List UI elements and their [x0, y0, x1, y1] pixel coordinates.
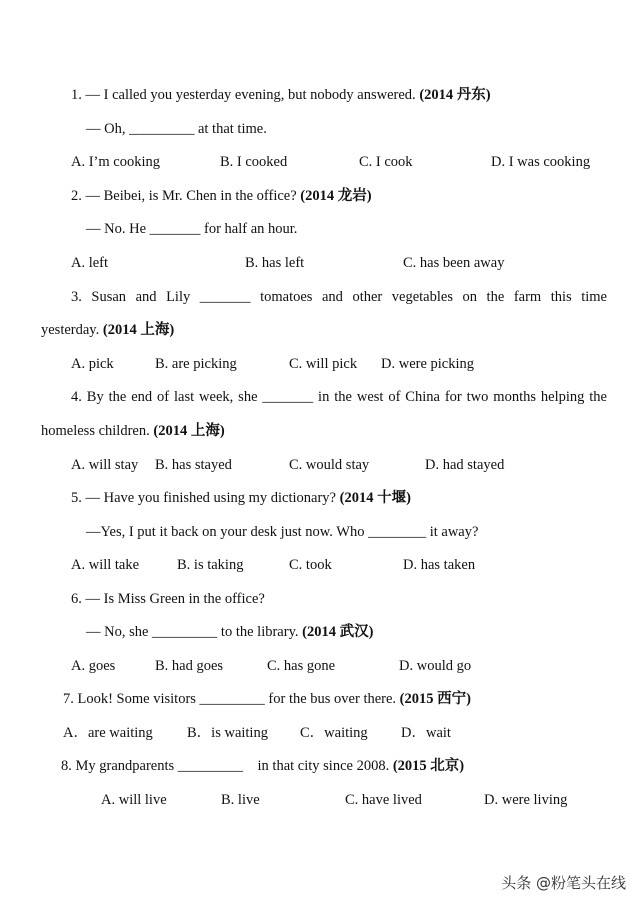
question-8-source: (2015 北京) [392, 758, 465, 774]
question-5-option-c[interactable]: C. took [289, 557, 332, 573]
question-8-option-b[interactable]: B. live [221, 792, 260, 808]
question-6-option-c[interactable]: C. has gone [267, 658, 336, 674]
question-1-option-c[interactable]: C. I cook [359, 154, 413, 170]
question-6-option-a[interactable]: A. goes [71, 658, 116, 674]
question-4-option-c[interactable]: C. would stay [289, 457, 370, 473]
question-1-source: (2014 丹东) [419, 87, 491, 103]
question-3-source: (2014 上海) [102, 322, 175, 338]
question-3-option-b[interactable]: B. are picking [155, 356, 237, 372]
question-4-stem-line-2 [41, 422, 225, 440]
question-3-option-a[interactable]: A. pick [71, 356, 114, 372]
question-6-option-b[interactable]: B. had goes [155, 658, 224, 674]
question-7-text: 7. Look! Some visitors _________ for the bus over there. [63, 691, 400, 707]
question-8-option-d[interactable]: D. were living [484, 792, 568, 808]
question-3-stem-line-2 [41, 321, 174, 339]
question-5-option-a[interactable]: A. will take [71, 557, 140, 573]
question-5-text: 5. — Have you finished using my dictionary? [71, 490, 340, 506]
question-8-stem [61, 757, 464, 775]
question-4-option-b[interactable]: B. has stayed [155, 457, 232, 473]
question-5-reply: —Yes, I put it back on your desk just now. Who ________ it away? [86, 524, 479, 540]
question-3-text: yesterday. [41, 322, 103, 338]
question-4-option-a[interactable]: A. will stay [71, 457, 139, 473]
question-2-reply: — No. He _______ for half an hour. [86, 221, 298, 237]
question-7-stem [63, 690, 471, 708]
question-2-option-c[interactable]: C. has been away [403, 255, 505, 271]
question-5-option-d[interactable]: D. has taken [403, 557, 476, 573]
question-5-source: (2014 十堰) [339, 490, 411, 506]
question-1-text: 1. — I called you yesterday evening, but nobody answered. [71, 87, 420, 103]
question-6-option-d[interactable]: D. would go [399, 658, 472, 674]
question-6-stem: 6. — Is Miss Green in the office? [71, 591, 265, 607]
question-1-stem [71, 86, 491, 104]
question-5-option-b[interactable]: B. is taking [177, 557, 244, 573]
question-3-option-d[interactable]: D. were picking [381, 356, 475, 372]
question-3-option-c[interactable]: C. will pick [289, 356, 358, 372]
question-6-reply [86, 623, 373, 641]
question-4-text: homeless children. [41, 423, 154, 439]
question-8-option-a[interactable]: A. will live [101, 792, 167, 808]
question-8-option-c[interactable]: C. have lived [345, 792, 422, 808]
question-7-option-b[interactable]: B．is waiting [187, 725, 268, 741]
question-7-option-c[interactable]: C．waiting [300, 725, 368, 741]
question-2-option-a[interactable]: A. left [71, 255, 109, 271]
question-6-reply-text: — No, she _________ to the library. [86, 624, 303, 640]
question-7-source: (2015 西宁) [399, 691, 471, 707]
question-7-option-d[interactable]: D．wait [401, 725, 451, 741]
question-2-option-b[interactable]: B. has left [245, 255, 305, 271]
question-1-option-a[interactable]: A. I’m cooking [71, 154, 160, 170]
question-7-option-a[interactable]: A．are waiting [63, 725, 153, 741]
question-1-reply: — Oh, _________ at that time. [86, 121, 267, 137]
question-8-text: 8. My grandparents _________ in that city since 2008. [61, 758, 393, 774]
question-4-stem-line-1: 4. By the end of last week, she _______ in the west of China for two months helping the [71, 389, 607, 405]
question-3-stem-line-1: 3. Susan and Lily _______ tomatoes and other vegetables on the farm this time [71, 289, 607, 305]
question-5-stem [71, 489, 411, 507]
question-4-source: (2014 上海) [153, 423, 225, 439]
question-2-source: (2014 龙岩) [300, 188, 372, 204]
question-1-option-b[interactable]: B. I cooked [220, 154, 288, 170]
watermark: 头条 @粉笔头在线 [501, 874, 626, 892]
question-6-source: (2014 武汉) [302, 624, 374, 640]
question-2-text: 2. — Beibei, is Mr. Chen in the office? [71, 188, 301, 204]
question-4-option-d[interactable]: D. had stayed [425, 457, 505, 473]
question-1-option-d[interactable]: D. I was cooking [491, 154, 591, 170]
question-2-stem [71, 187, 372, 205]
